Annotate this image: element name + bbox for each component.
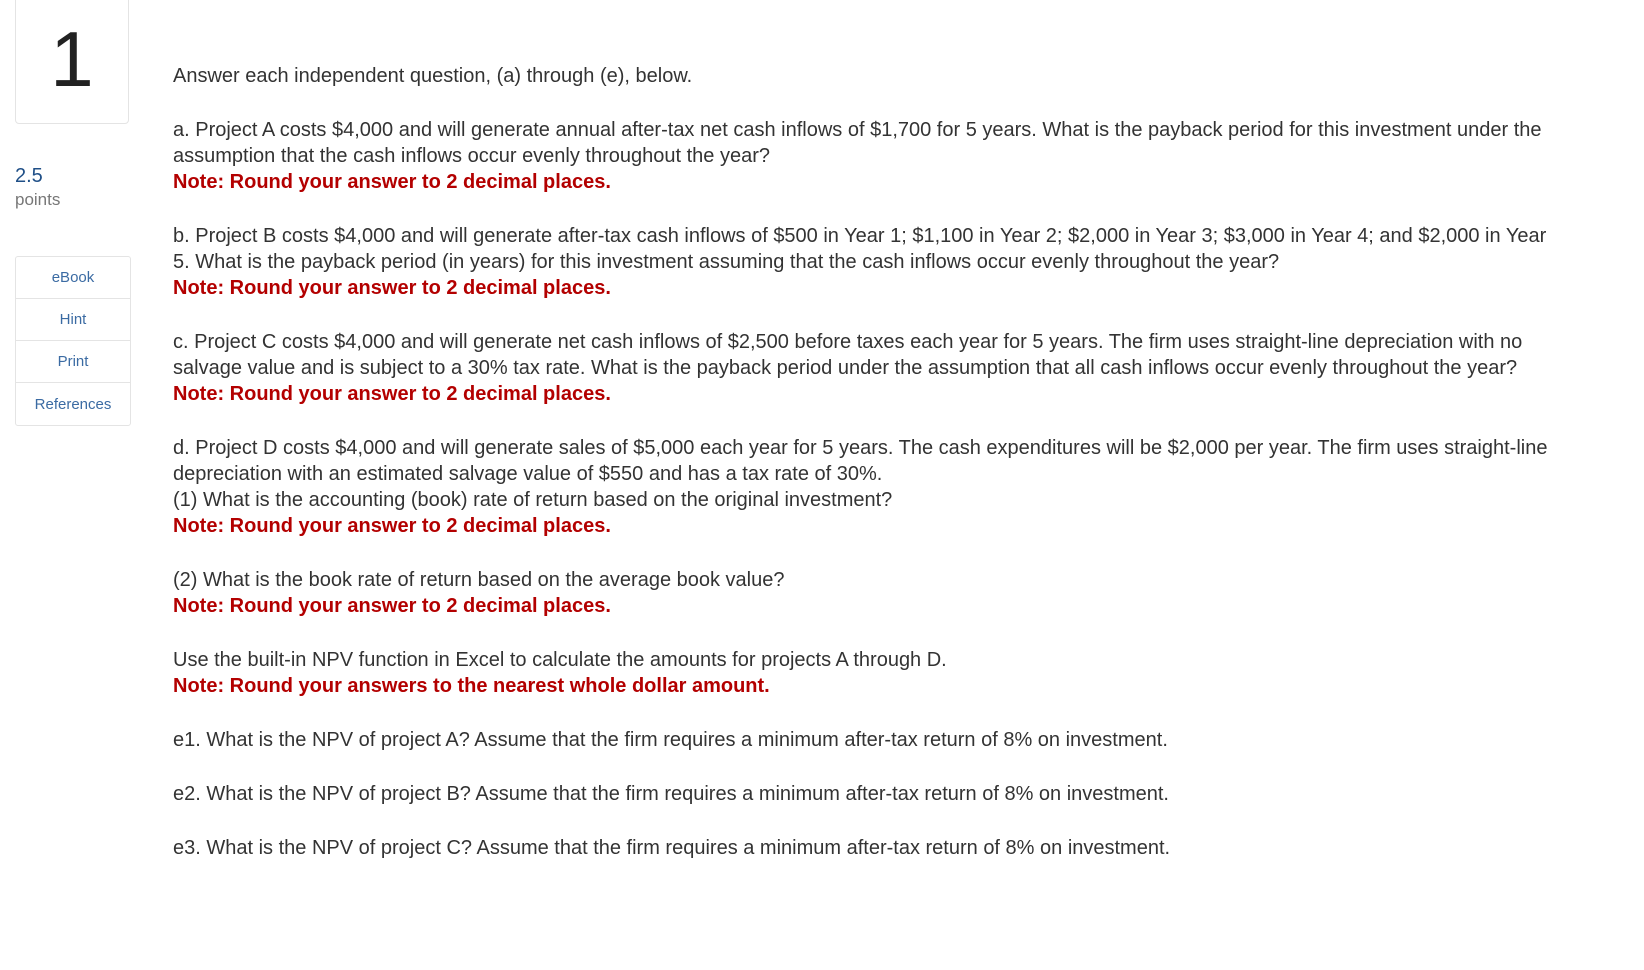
print-link[interactable]: Print <box>16 341 130 383</box>
ebook-link[interactable]: eBook <box>16 257 130 299</box>
part-e3: e3. What is the NPV of project C? Assume that the firm requires a minimum after-tax return of 8% on investment. <box>173 837 1171 859</box>
part-d2-text: (2) What is the book rate of return based on the average book value? <box>173 569 785 591</box>
part-c <box>173 329 1553 407</box>
part-b-text: b. Project B costs $4,000 and will generate after-tax cash inflows of $500 in Year 1; $1,100 in Year 2; $2,000 in Year 3; $3,000 in Year 4; and $2,000 in Year 5. What is the payback period (in years) for this investment assuming that the cash inflows occur evenly throughout the year? <box>173 225 1547 273</box>
part-e2: e2. What is the NPV of project B? Assume that the firm requires a minimum after-tax return of 8% on investment. <box>173 783 1169 805</box>
question-text <box>173 63 1553 889</box>
part-a-text: a. Project A costs $4,000 and will generate annual after-tax net cash inflows of $1,700 for 5 years. What is the payback period for this investment under the assumption that the cash inflows occur evenly throughout the year? <box>173 119 1542 167</box>
points-value: 2.5 <box>15 165 43 187</box>
part-c-note: Note: Round your answer to 2 decimal places. <box>173 383 611 405</box>
points-label: points <box>15 190 61 209</box>
part-a <box>173 117 1553 195</box>
part-b <box>173 223 1553 301</box>
question-number: 1 <box>15 0 129 124</box>
part-d-text: d. Project D costs $4,000 and will generate sales of $5,000 each year for 5 years. The cash expenditures will be $2,000 per year. The firm uses straight-line depreciation with an estimated salvage value of $550 and has a tax rate of 30%. <box>173 437 1548 485</box>
part-d1-note: Note: Round your answer to 2 decimal places. <box>173 515 611 537</box>
part-d1-text: (1) What is the accounting (book) rate of return based on the original investment? <box>173 489 893 511</box>
npv-text: Use the built-in NPV function in Excel to calculate the amounts for projects A through D. <box>173 649 947 671</box>
part-b-note: Note: Round your answer to 2 decimal places. <box>173 277 611 299</box>
intro-text: Answer each independent question, (a) through (e), below. <box>173 65 693 87</box>
part-d2 <box>173 567 1553 619</box>
npv-instructions <box>173 647 1553 699</box>
part-d <box>173 435 1553 539</box>
references-link[interactable]: References <box>34 395 112 413</box>
npv-note: Note: Round your answers to the nearest whole dollar amount. <box>173 675 770 697</box>
points-block <box>15 164 60 212</box>
part-d2-note: Note: Round your answer to 2 decimal places. <box>173 595 611 617</box>
part-e1: e1. What is the NPV of project A? Assume that the firm requires a minimum after-tax return of 8% on investment. <box>173 729 1168 751</box>
resource-nav <box>15 256 131 426</box>
hint-link[interactable]: Hint <box>16 299 130 341</box>
part-c-text: c. Project C costs $4,000 and will generate net cash inflows of $2,500 before taxes each year for 5 years. The firm uses straight-line depreciation with no salvage value and is subject to a 30% tax rate. What is the payback period under the assumption that all cash inflows occur evenly throughout the year? <box>173 331 1523 379</box>
part-a-note: Note: Round your answer to 2 decimal places. <box>173 171 611 193</box>
